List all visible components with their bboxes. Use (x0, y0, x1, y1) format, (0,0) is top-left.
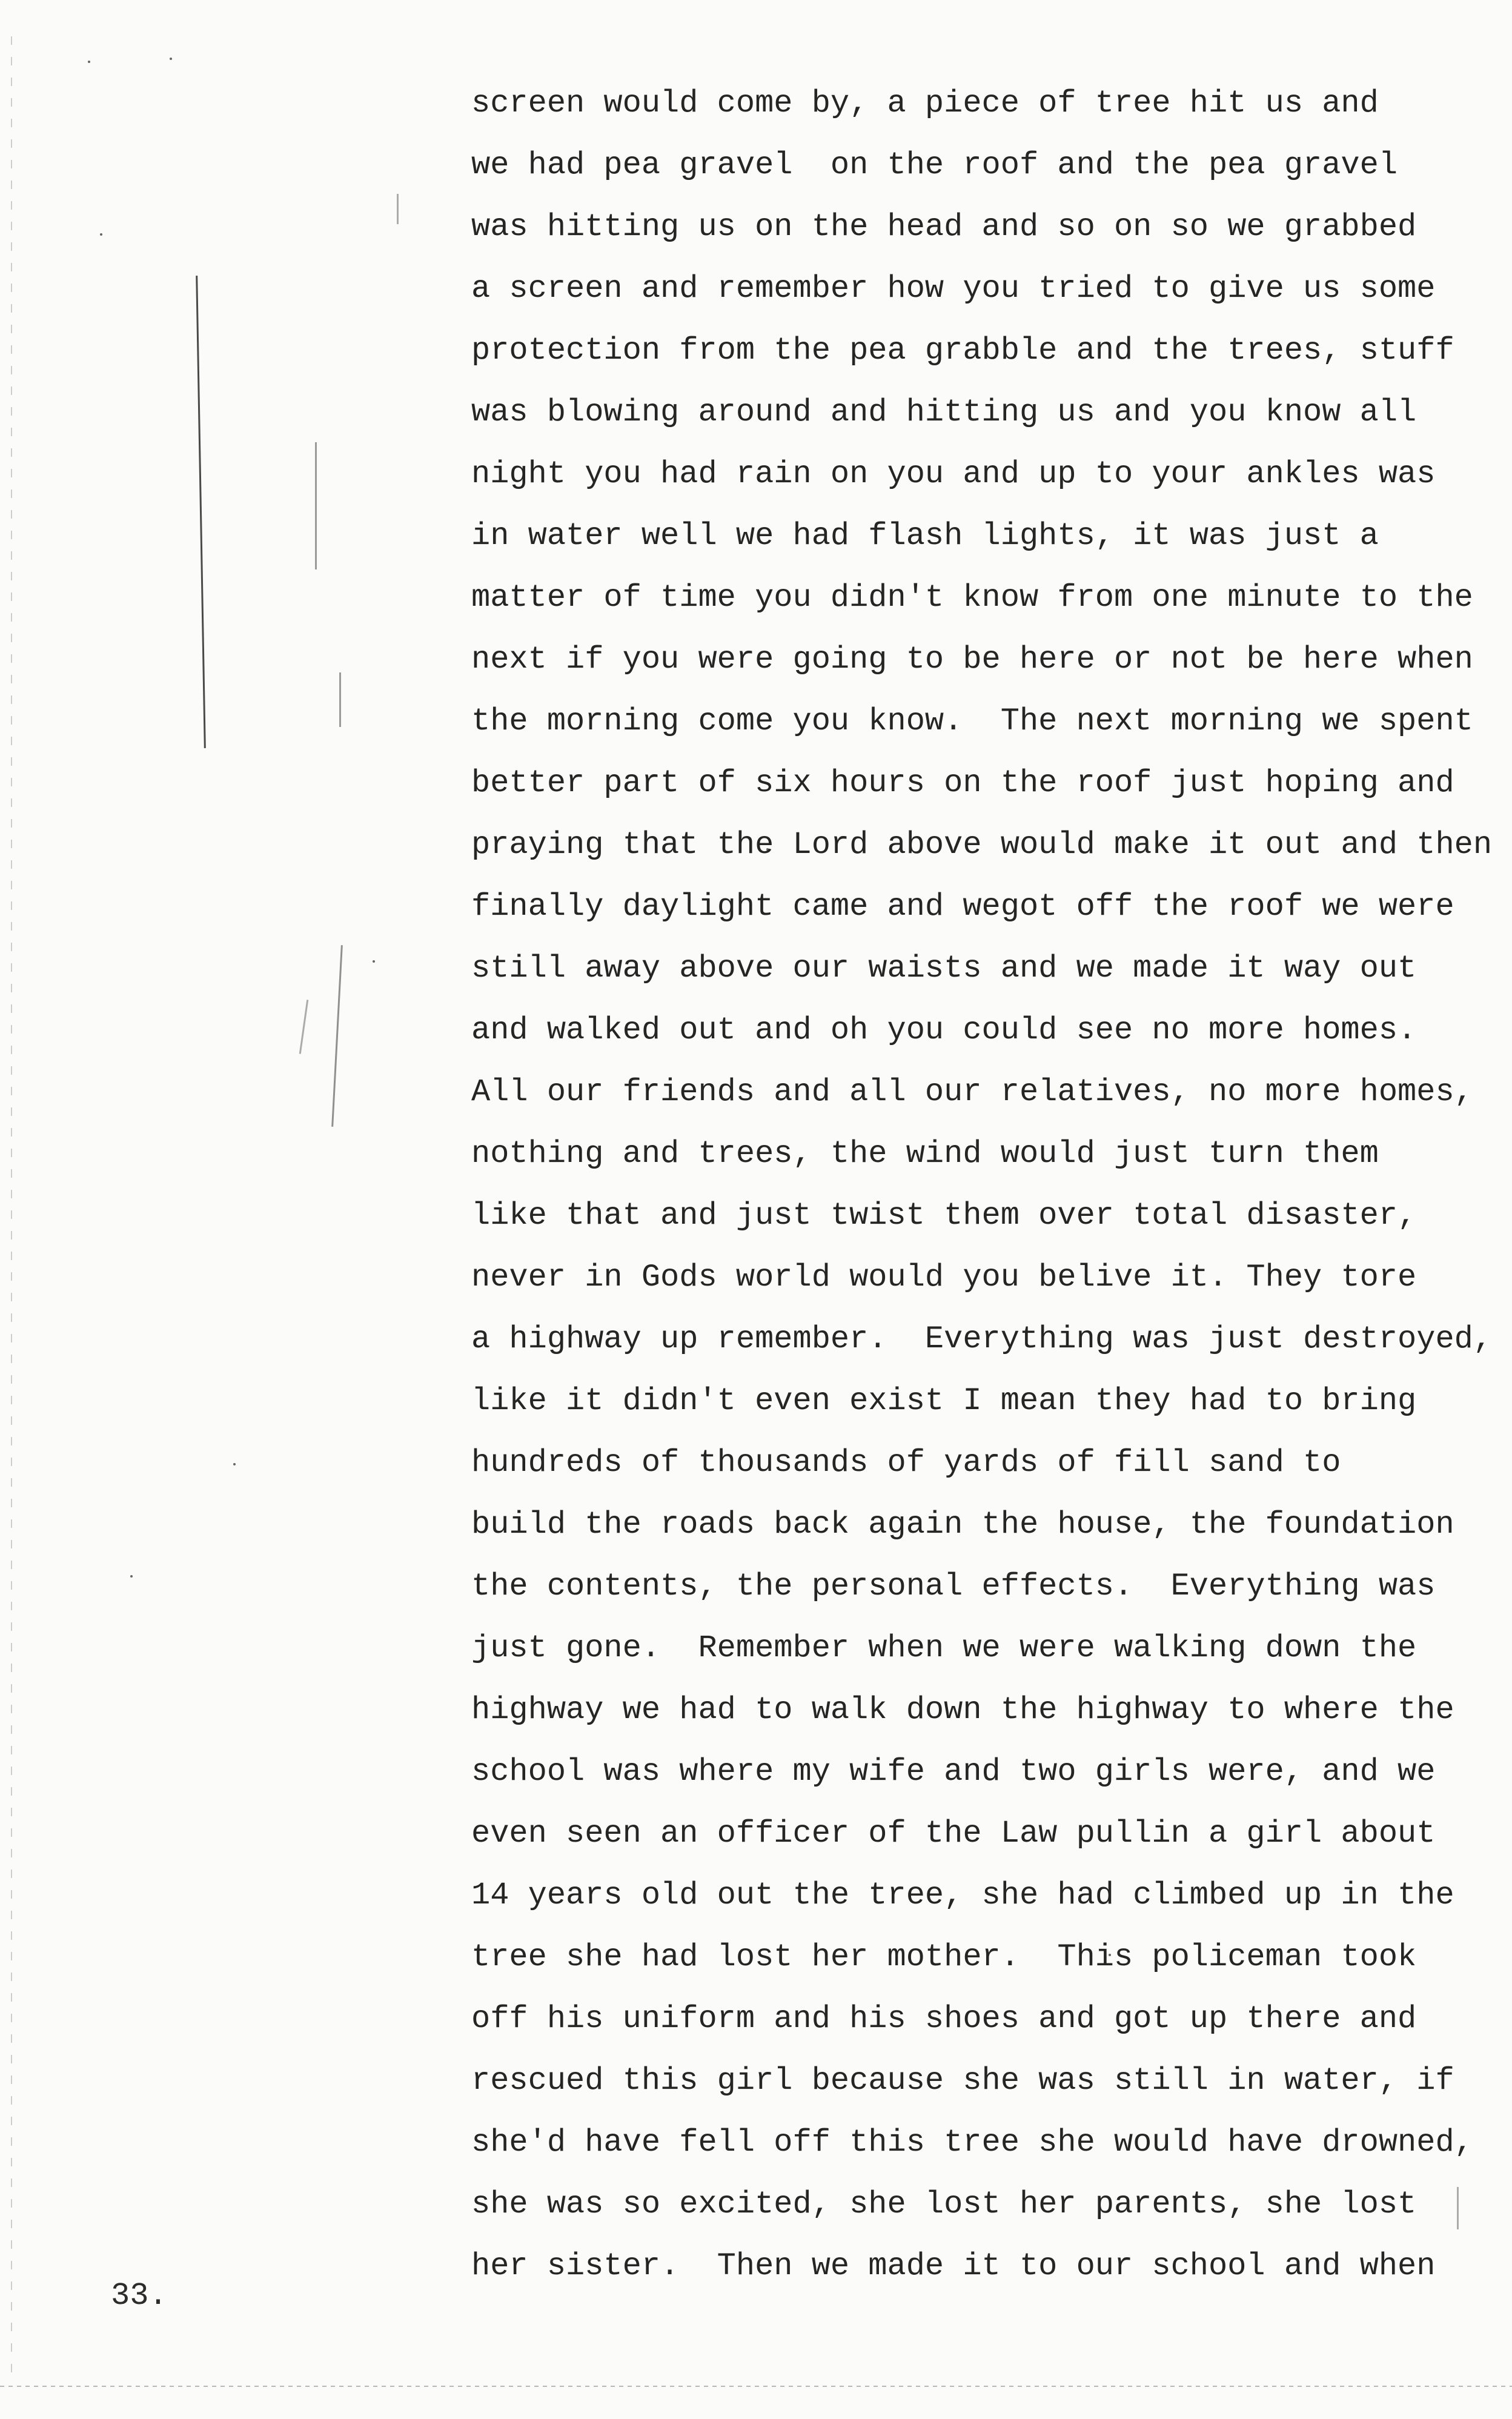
text-line: highway we had to walk down the highway to where the (471, 1692, 1454, 1728)
text-line: and walked out and oh you could see no more homes. (471, 1012, 1417, 1048)
margin-pen-mark (315, 442, 317, 569)
text-line: better part of six hours on the roof just hoping and (471, 765, 1454, 801)
text-line: the contents, the personal effects. Everything was (471, 1568, 1436, 1604)
text-line: never in Gods world would you belive it. They tore (471, 1259, 1417, 1295)
paper-speck (130, 1575, 133, 1578)
text-line: tree she had lost her mother. This policeman took (471, 1939, 1417, 1975)
text-line: even seen an officer of the Law pullin a girl about (471, 1816, 1436, 1851)
text-line: protection from the pea grabble and the trees, stuff (471, 333, 1454, 368)
text-line: matter of time you didn't know from one minute to the (471, 580, 1473, 616)
text-line: a highway up remember. Everything was just destroyed, (471, 1321, 1493, 1357)
text-line: school was where my wife and two girls were, and we (471, 1754, 1436, 1790)
text-line: a screen and remember how you tried to give us some (471, 271, 1436, 307)
margin-pen-mark (339, 672, 341, 727)
text-line: still away above our waists and we made it way out (471, 951, 1417, 986)
scan-edge-mark (11, 36, 12, 2375)
text-line: rescued this girl because she was still in water, if (471, 2063, 1454, 2099)
text-line: All our friends and all our relatives, no more homes, (471, 1074, 1473, 1110)
text-line: her sister. Then we made it to our school and when (471, 2248, 1436, 2284)
text-line: she'd have fell off this tree she would have drowned, (471, 2125, 1473, 2160)
text-line: she was so excited, she lost her parents, she lost (471, 2186, 1417, 2222)
margin-pen-mark (331, 945, 343, 1127)
text-line: finally daylight came and wegot off the roof we were (471, 889, 1454, 924)
text-line: we had pea gravel on the roof and the pea gravel (471, 147, 1398, 183)
margin-pen-mark (299, 1000, 308, 1054)
text-line: was hitting us on the head and so on so we grabbed (471, 209, 1417, 245)
paper-speck (233, 1463, 236, 1465)
paper-speck (373, 960, 375, 963)
margin-pen-mark (196, 276, 206, 748)
text-line: just gone. Remember when we were walking down the (471, 1630, 1417, 1666)
text-line: like it didn't even exist I mean they had to bring (471, 1383, 1417, 1419)
paper-speck (170, 58, 172, 60)
text-line: screen would come by, a piece of tree hit us and (471, 85, 1379, 121)
paper-speck (88, 61, 90, 63)
text-line: praying that the Lord above would make it out and then (471, 827, 1493, 863)
text-line: hundreds of thousands of yards of fill sand to (471, 1445, 1341, 1481)
paper-speck (100, 233, 102, 236)
text-line: off his uniform and his shoes and got up there and (471, 2001, 1417, 2037)
page-number: 33. (111, 2278, 168, 2314)
text-line: the morning come you know. The next morning we spent (471, 703, 1473, 739)
text-line: nothing and trees, the wind would just turn them (471, 1136, 1379, 1172)
margin-pen-mark (397, 194, 399, 224)
text-line: 14 years old out the tree, she had climbed up in the (471, 1877, 1454, 1913)
bottom-scan-rule (0, 2386, 1512, 2387)
typed-text-block (471, 73, 1495, 2297)
text-line: build the roads back again the house, the foundation (471, 1507, 1454, 1542)
text-line: night you had rain on you and up to your ankles was (471, 456, 1436, 492)
text-line: was blowing around and hitting us and you know all (471, 394, 1417, 430)
text-line: like that and just twist them over total disaster, (471, 1198, 1417, 1233)
text-line: in water well we had flash lights, it was just a (471, 518, 1379, 554)
text-line: next if you were going to be here or not be here when (471, 642, 1473, 677)
